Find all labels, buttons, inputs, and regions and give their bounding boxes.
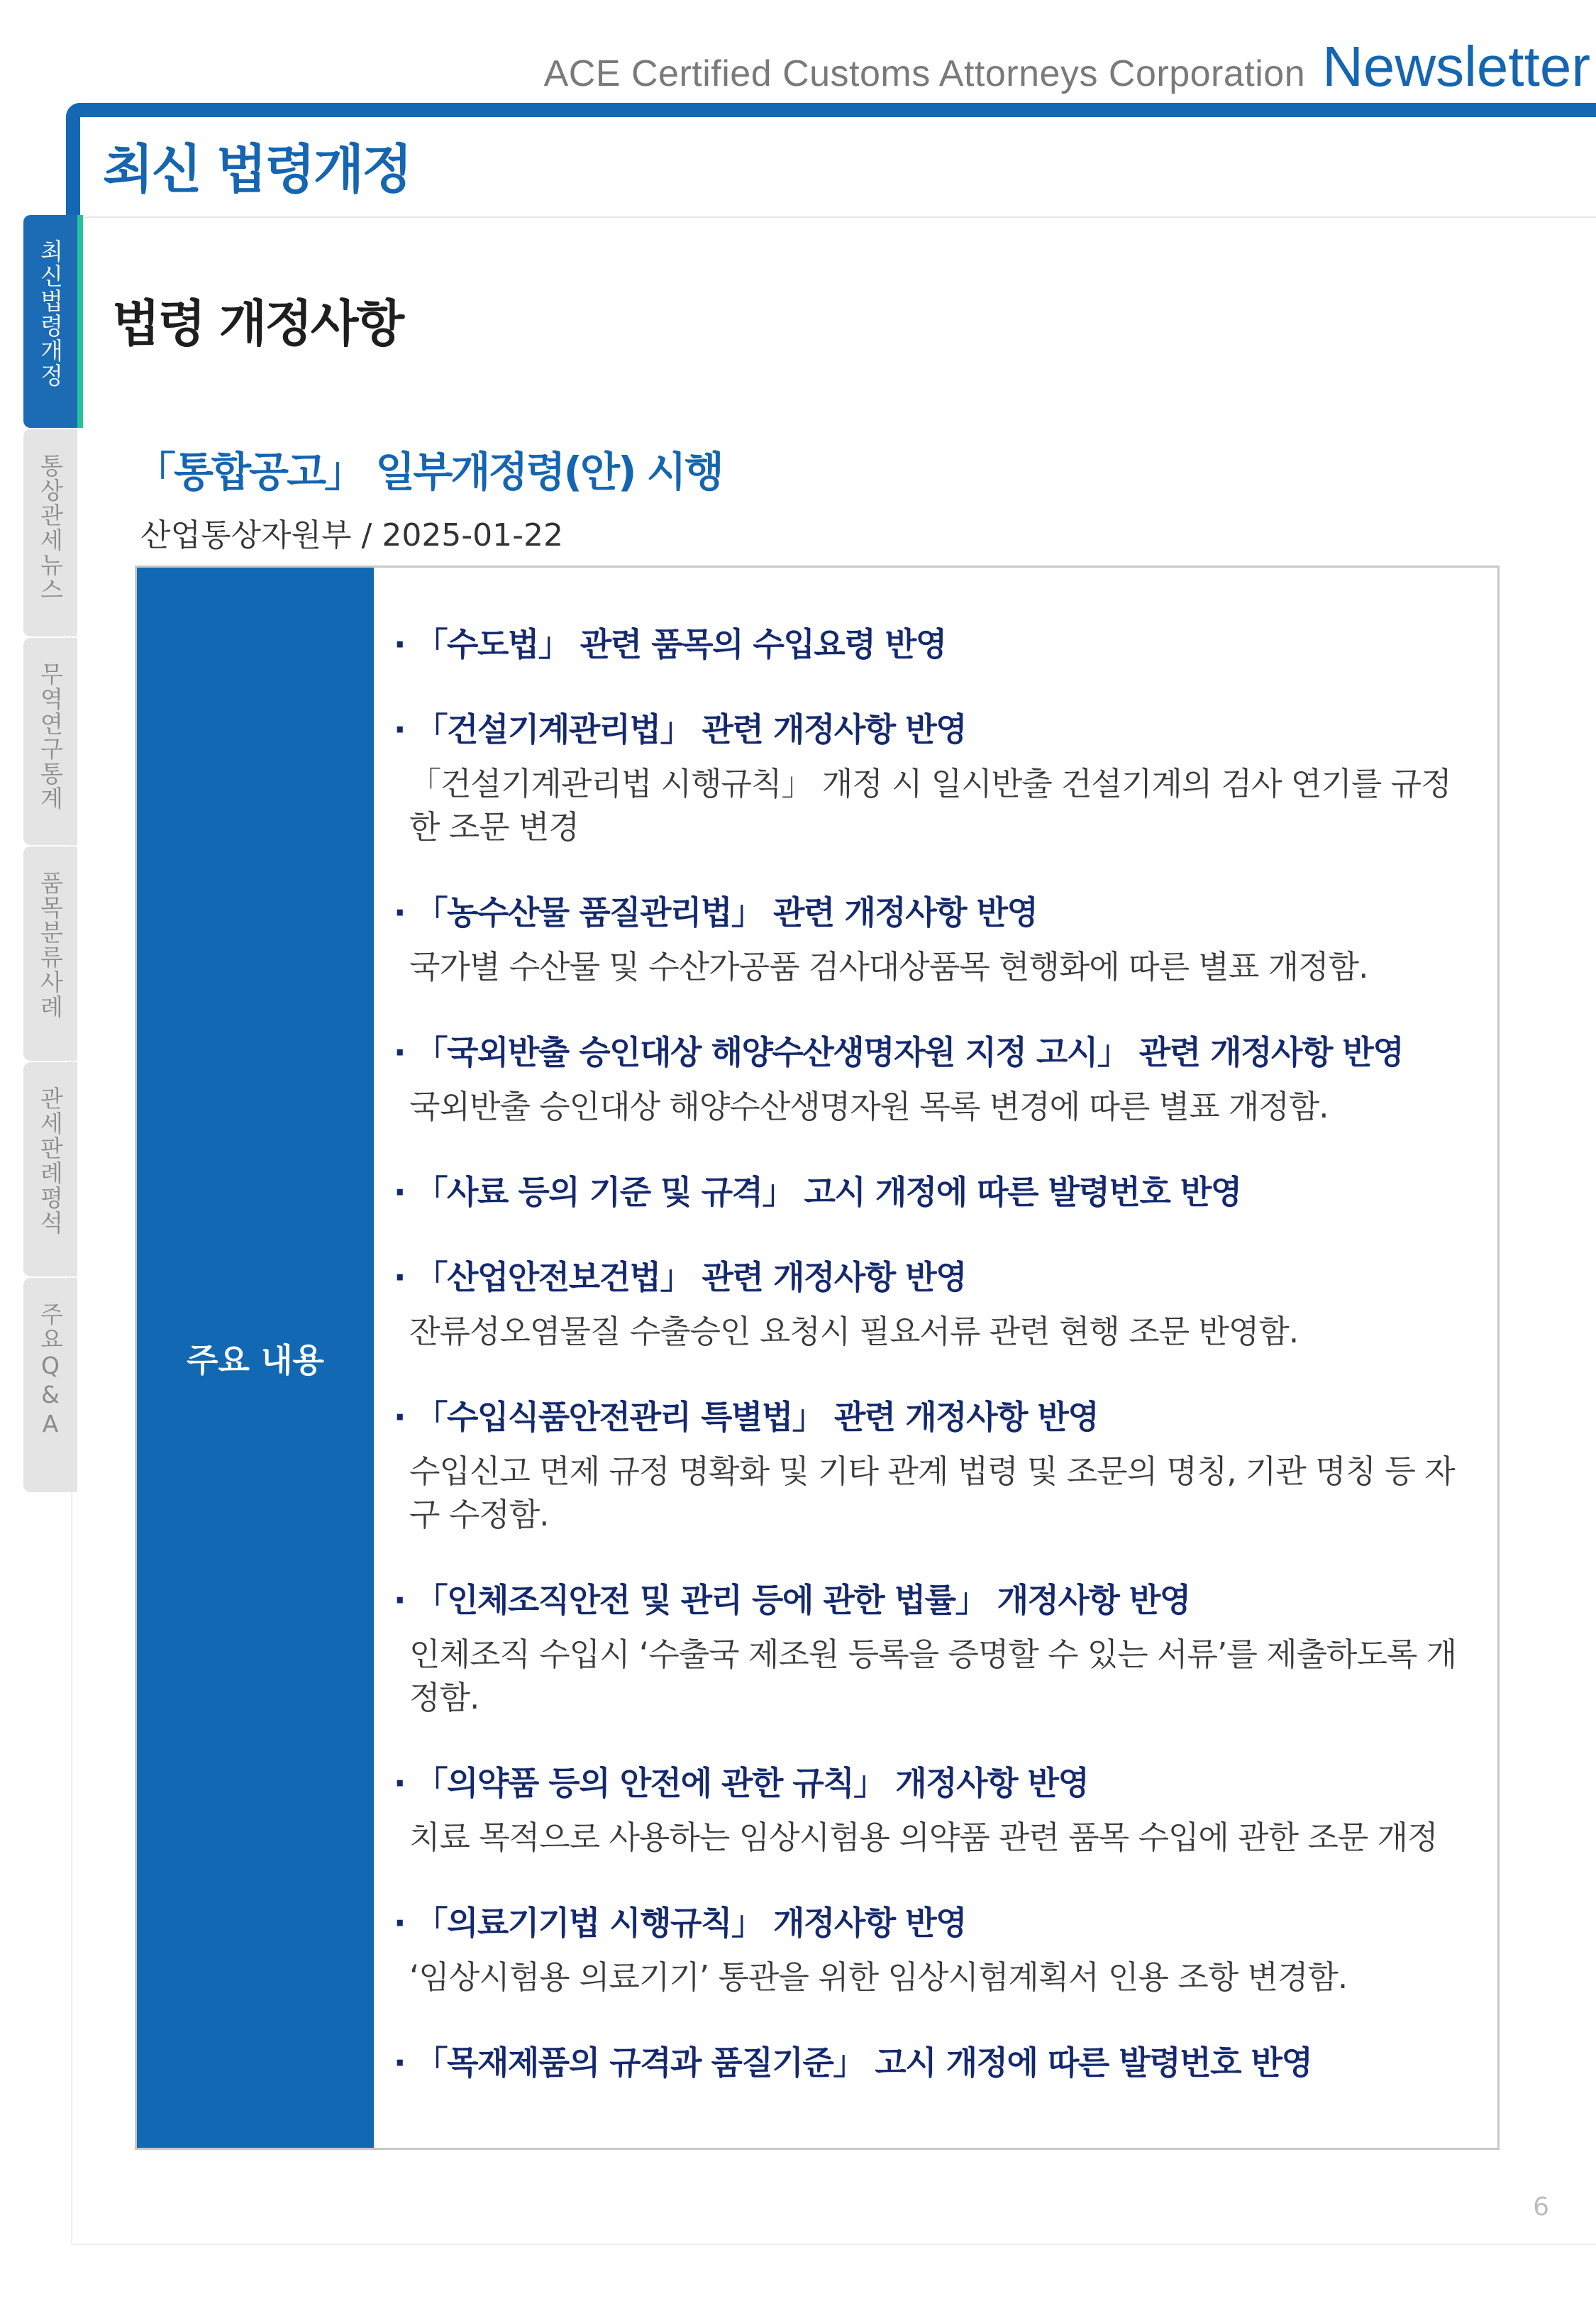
- sidebar-item-label: 최신법령개정: [36, 239, 65, 388]
- amendment-item: [394, 704, 1458, 849]
- amendment-item: [394, 2037, 1458, 2084]
- subsection-title: 법령 개정사항: [112, 294, 403, 353]
- table-label: 주요 내용: [137, 568, 374, 2148]
- amendment-heading: · 「건설기계관리법」 관련 개정사항 반영: [394, 710, 967, 749]
- amendment-item: [394, 619, 1458, 666]
- sidebar-item-label: 품목분류사례: [36, 871, 65, 1020]
- amendment-description: 인체조직 수입시 ‘수출국 제조원 등록을 증명할 수 있는 서류’를 제출하도록 개정함.: [409, 1635, 1457, 1716]
- amendment-item: [394, 1574, 1458, 1719]
- amendment-description: 국외반출 승인대상 해양수산생명자원 목록 변경에 따른 별표 개정함.: [409, 1088, 1329, 1125]
- amendment-item: [394, 1027, 1458, 1128]
- sidebar-item-trade-research[interactable]: [23, 638, 77, 845]
- company-name: ACE Certified Customs Attorneys Corporation: [543, 53, 1306, 94]
- sidebar-item-qna[interactable]: [23, 1278, 77, 1492]
- amendment-heading: · 「인체조직안전 및 관리 등에 관한 법률」 개정사항 반영: [394, 1581, 1190, 1619]
- sidebar-item-trade-news[interactable]: [23, 429, 77, 636]
- amendment-description: 잔류성오염물질 수출승인 요청시 필요서류 관련 현행 조문 반영함.: [409, 1313, 1299, 1350]
- amendment-heading: · 「의료기기법 시행규칙」 개정사항 반영: [394, 1904, 967, 1942]
- amendment-heading: · 「산업안전보건법」 관련 개정사항 반영: [394, 1258, 967, 1296]
- amendment-heading: · 「국외반출 승인대상 해양수산생명자원 지정 고시」 관련 개정사항 반영: [394, 1033, 1404, 1071]
- amendment-description: 치료 목적으로 사용하는 임상시험용 의약품 관련 품목 수입에 관한 조문 개정: [409, 1819, 1438, 1856]
- amendment-heading: · 「사료 등의 기준 및 규격」 고시 개정에 따른 발령번호 반영: [394, 1173, 1241, 1211]
- sidebar-item-classification[interactable]: [23, 846, 77, 1061]
- amendment-item: [394, 1252, 1458, 1353]
- amendment-description: 「건설기계관리법 시행규칙」 개정 시 일시반출 건설기계의 검사 연기를 규정 한 조문 변경: [409, 765, 1451, 846]
- content-table: [135, 566, 1500, 2150]
- sidebar-item-label: 관세판례평석: [36, 1086, 65, 1235]
- amendment-heading: · 「의약품 등의 안전에 관한 규칙」 개정사항 반영: [394, 1764, 1089, 1802]
- amendment-item: [394, 1391, 1458, 1536]
- newsletter-label: Newsletter: [1322, 35, 1590, 98]
- content-bottom-edge: [71, 2244, 1596, 2245]
- section-title: 최신 법령개정: [103, 139, 411, 200]
- page-number: 6: [1533, 2192, 1549, 2222]
- amendment-description: 국가별 수산물 및 수산가공품 검사대상품목 현행화에 따른 별표 개정함.: [409, 948, 1368, 986]
- amendment-item: [394, 1166, 1458, 1213]
- sidebar-item-label: 무역연구통계: [36, 662, 65, 811]
- frame-left-bar: [66, 103, 80, 216]
- amendment-heading: · 「목재제품의 규격과 품질기준」 고시 개정에 따른 발령번호 반영: [394, 2043, 1312, 2082]
- amendment-list: [394, 619, 1458, 2122]
- frame-top-bar: [66, 103, 1596, 117]
- sidebar-item-label: 주요Q&A: [36, 1302, 65, 1439]
- sidebar-item-latest-law[interactable]: [23, 215, 83, 428]
- notice-meta: 산업통상자원부 / 2025-01-22: [140, 517, 564, 553]
- amendment-heading: · 「수도법」 관련 품목의 수입요령 반영: [394, 625, 946, 663]
- amendment-item: [394, 887, 1458, 988]
- amendment-heading: · 「농수산물 품질관리법」 관련 개정사항 반영: [394, 893, 1038, 932]
- amendment-heading: · 「수입식품안전관리 특별법」 관련 개정사항 반영: [394, 1398, 1099, 1436]
- newsletter-header: [544, 34, 1590, 99]
- amendment-item: [394, 1758, 1458, 1859]
- sidebar-item-case-review[interactable]: [23, 1062, 77, 1276]
- sidebar-item-label: 통상관세뉴스: [36, 453, 65, 602]
- notice-title: 「통합공고」 일부개정령(안) 시행: [135, 448, 722, 496]
- amendment-item: [394, 1897, 1458, 1999]
- amendment-description: ‘임상시험용 의료기기’ 통관을 위한 임상시험계획서 인용 조항 변경함.: [409, 1958, 1348, 1996]
- amendment-description: 수입신고 면제 규정 명확화 및 기타 관계 법령 및 조문의 명칭, 기관 명칭 등 자구 수정함.: [409, 1452, 1455, 1533]
